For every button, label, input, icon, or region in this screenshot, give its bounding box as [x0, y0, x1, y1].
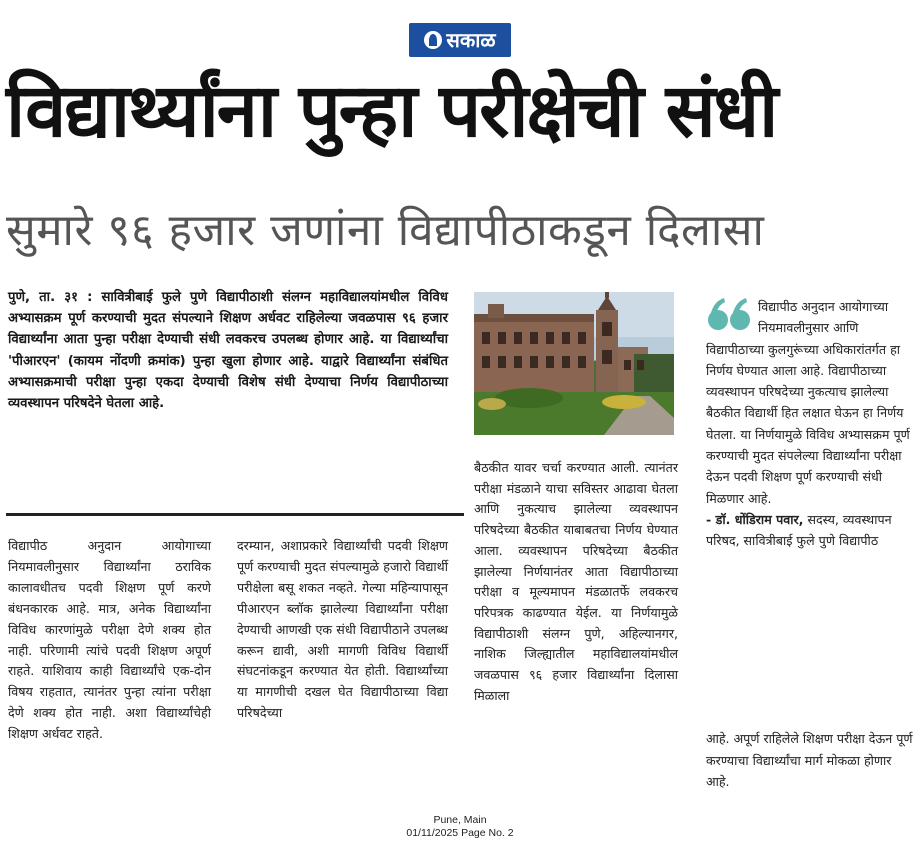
quote-text: विद्यापीठ अनुदान आयोगाच्या नियमावलीनुसार आणि विद्यापीठाच्या कुलगुरूंच्या अधिकारांतर्गत हा निर्णय घेण्यात आला आहे. विद्यापीठाच्या व्यवस्थापन परिषदेच्या नुकत्याच झालेल्या बैठकीत विद्यार्थी हित लक्षात घेऊन हा निर्णय घेतला. या निर्णयामुळे विविध अभ्यासक्रम पूर्ण करण्याची मुदत संपलेल्या विद्यार्थ्यांना परीक्षा देऊन पदवी शिक्षण पूर्ण करण्याची संधी मिळणार आहे. — [706, 299, 910, 506]
page-footer — [0, 814, 920, 840]
quote-designation: सदस्य, व्यवस्थापन परिषद, सावित्रीबाई फुले पुणे विद्यापीठ — [706, 511, 892, 549]
body-column-3: बैठकीत यावर चर्चा करण्यात आली. त्यानंतर परीक्षा मंडळाने याचा सविस्तर आढावा घेतला आणि नुकत्याच झालेल्या व्यवस्थापन परिषदेच्या बैठकीत याबाबतचा निर्णय घेण्यात आला. व्यवस्थापन परिषदेच्या बैठकीत झालेल्या निर्णयानंतर आता विद्यापीठाच्या परीक्षा व मूल्यमापन मंडळातर्फे लवकरच परिपत्रक काढण्यात येईल. या निर्णयामुळे विद्यापीठाशी संलग्न पुणे, अहिल्यानगर, नाशिक जिल्ह्यातील महाविद्यालयांमधील जवळपास ९६ हजार विद्यार्थ्यांना दिलासा मिळाला — [474, 460, 678, 703]
logo-emblem-icon — [424, 31, 442, 49]
sakal-logo — [409, 23, 511, 57]
quote-author: - डॉ. धोंडिराम पवार, — [706, 511, 804, 527]
headline: विद्यार्थ्यांना पुन्हा परीक्षेची संधी — [6, 68, 777, 154]
logo-text: सकाळ — [446, 28, 496, 52]
quote-mark-icon — [706, 296, 754, 334]
pull-quote — [706, 296, 914, 552]
body-column-2: दरम्यान, अशाप्रकारे विद्यार्थ्यांची पदवी शिक्षण पूर्ण करण्याची मुदत संपल्यामुळे हजारो विद्यार्थी परीक्षेला बसू शकत नव्हते. गेल्या महिन्यापासून पीआरएन ब्लॉक झालेल्या विद्यार्थ्यांना परीक्षा देण्याची आणखी एक संधी विद्यापीठाने उपलब्ध करून द्यावी, अशी मागणी विविध विद्यार्थी संघटनांकडून करण्यात येत होती. विद्यार्थ्यांच्या या मागणीची दखल घेत विद्यापीठाच्या विद्या परिषदेच्या — [237, 538, 448, 721]
footer-date-page: 01/11/2025 Page No. 2 — [406, 827, 514, 839]
subheadline: सुमारे ९६ हजार जणांना विद्यापीठाकडून दिलासा — [6, 205, 765, 256]
footer-edition: Pune, Main — [433, 814, 487, 826]
section-divider — [6, 513, 464, 516]
closing-paragraph: आहे. अपूर्ण राहिलेले शिक्षण परीक्षा देऊन पूर्ण करण्याचा विद्यार्थ्यांचा मार्ग मोकळा होणार आहे. — [706, 731, 913, 789]
body-column-1: विद्यापीठ अनुदान आयोगाच्या नियमावलीनुसार विद्यार्थ्यांना ठराविक कालावधीतच पदवी शिक्षण पूर्ण करणे बंधनकारक आहे. मात्र, अनेक विद्यार्थ्यांना विविध कारणांमुळे परीक्षा देणे शक्य होत नाही. परिणामी त्यांचे पदवी शिक्षण अपूर्ण राहते. याशिवाय काही विद्यार्थ्यांचे एक-दोन विषय राहतात, त्यानंतर पुन्हा त्यांना परीक्षा देणे शक्य होत नाही. अशा विद्यार्थ्यांचेही शिक्षण अर्धवट राहते. — [8, 538, 211, 742]
quote-credit — [706, 509, 914, 552]
university-building-photo — [474, 292, 674, 435]
lead-paragraph: पुणे, ता. ३१ : सावित्रीबाई फुले पुणे विद्यापीठाशी संलग्न महाविद्यालयांमधील विविध अभ्यासक्रम पूर्ण करण्याची मुदत संपल्याने शिक्षण अर्धवट राहिलेल्या जवळपास ९६ हजार विद्यार्थ्यांना आता पुन्हा परीक्षा देण्याची संधी लवकरच उपलब्ध होणार आहे. या विद्यार्थ्यांचा 'पीआरएन' (कायम नोंदणी क्रमांक) पुन्हा खुला होणार आहे. याद्वारे विद्यार्थ्यांना संबंधित अभ्यासक्रमाची परीक्षा पुन्हा एकदा देण्याची विशेष संधी देण्याचा निर्णय विद्यापीठाच्या व्यवस्थापन परिषदेने घेतला आहे. — [8, 290, 448, 412]
